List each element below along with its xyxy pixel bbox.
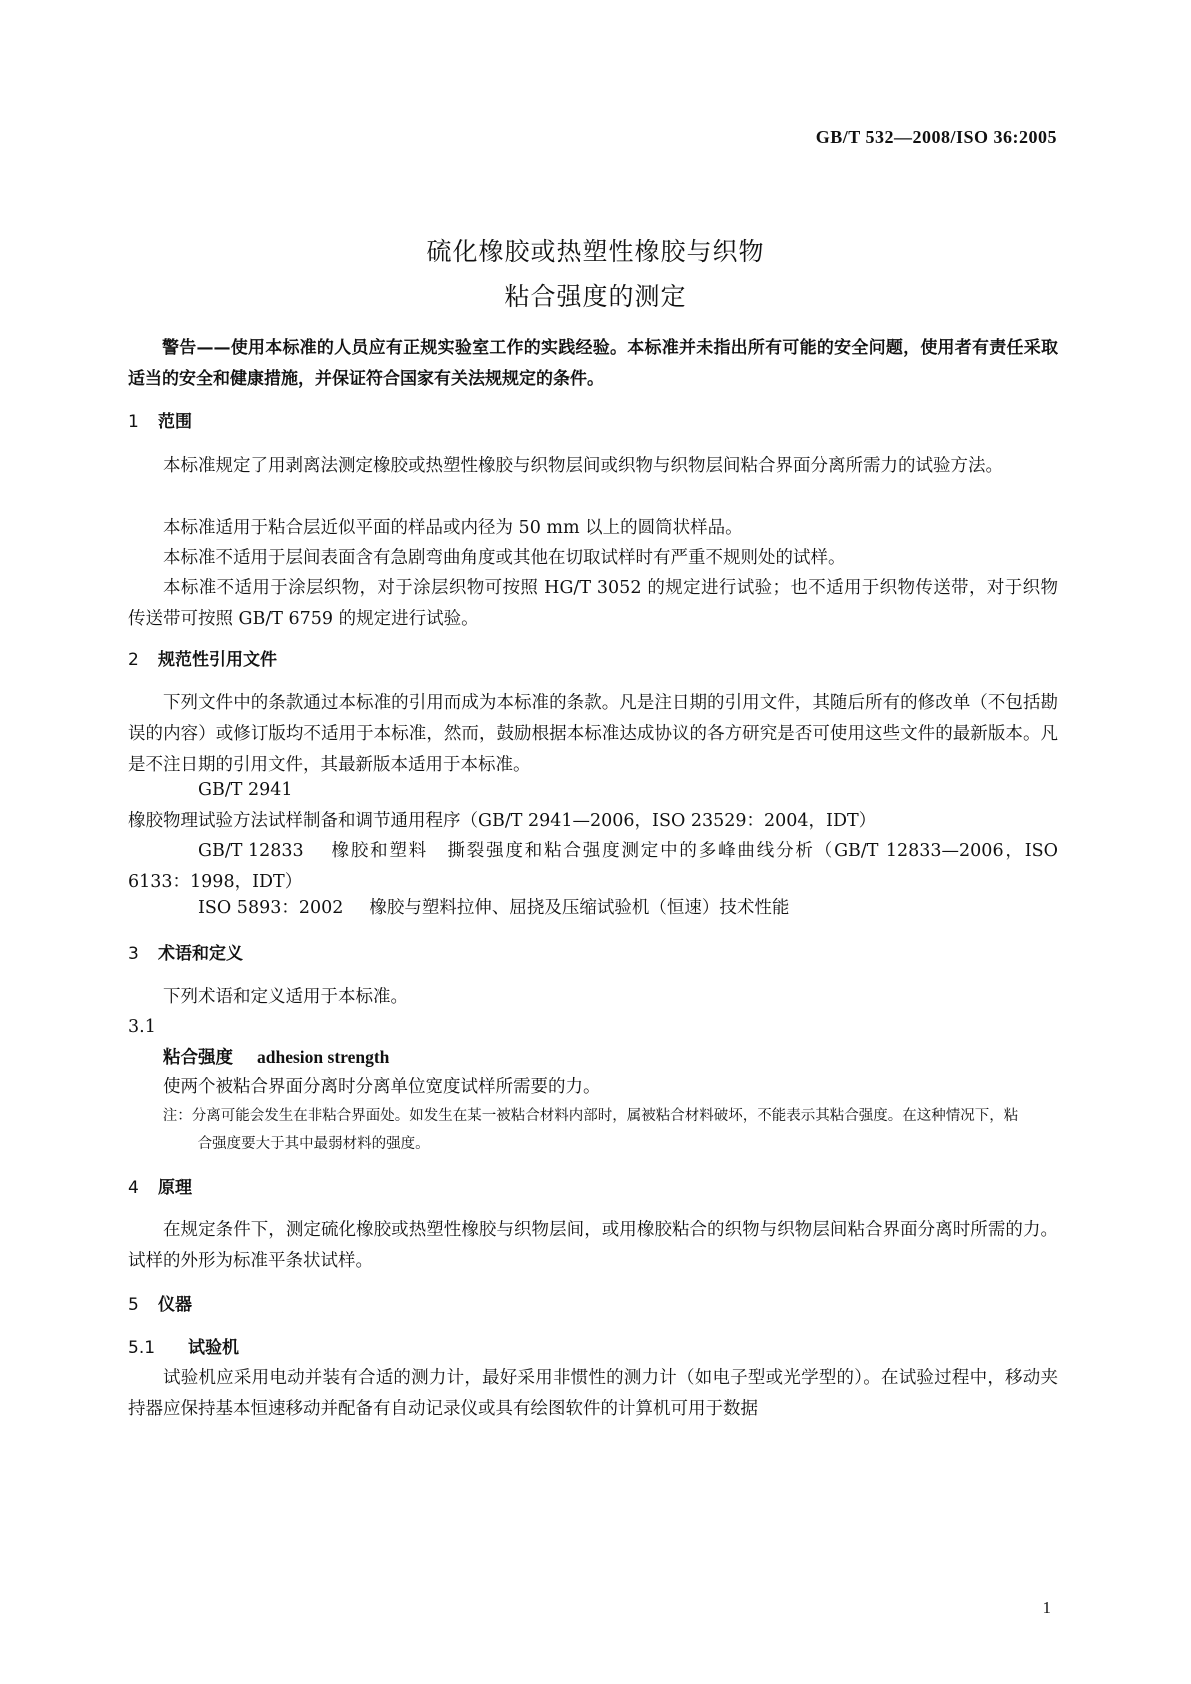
section-number: 1: [128, 412, 139, 432]
term-chinese: 粘合强度: [163, 1048, 233, 1068]
section-number: 4: [128, 1178, 139, 1198]
section-3-paragraph-1: 下列术语和定义适用于本标准。: [163, 987, 408, 1007]
reference-code: ISO 5893：2002: [198, 898, 344, 918]
term-entry: [128, 1042, 1058, 1074]
term-definition: 使两个被粘合界面分离时分离单位宽度试样所需要的力。: [163, 1077, 601, 1097]
section-title: 术语和定义: [158, 944, 243, 964]
document-title-line-2: 粘合强度的测定: [504, 282, 687, 311]
subsection-number: 5.1: [128, 1338, 156, 1358]
standard-code-header: GB/T 532—2008/ISO 36:2005: [815, 127, 1057, 147]
section-number: 3: [128, 944, 139, 964]
section-5-1-paragraph-1: 试验机应采用电动并装有合适的测力计，最好采用非惯性的测力计（如电子型或光学型的）。在试验过程中，移动夹持器应保持基本恒速移动并配备有自动记录仪或具有绘图软件的计算机可用于数据: [128, 1368, 1058, 1419]
reference-title: 橡胶和塑料 撕裂强度和粘合强度测定中的多峰曲线分析（GB/T 12833—2006，ISO 6133：1998，IDT）: [128, 841, 1058, 892]
section-1-heading: [128, 407, 1058, 438]
section-title: 原理: [158, 1178, 192, 1198]
section-title: 仪器: [158, 1295, 192, 1315]
section-number: 2: [128, 650, 139, 670]
normative-reference: [128, 893, 1058, 924]
reference-title: 橡胶物理试验方法试样制备和调节通用程序（GB/T 2941—2006，ISO 23529：2004，IDT）: [128, 811, 877, 831]
reference-code: GB/T 2941: [198, 780, 293, 800]
reference-title: 橡胶与塑料拉伸、屈挠及压缩试验机（恒速）技术性能: [369, 898, 790, 918]
normative-reference: [128, 836, 1058, 898]
section-1-paragraph-2: 本标准适用于粘合层近似平面的样品或内径为 50 mm 以上的圆筒状样品。: [163, 518, 743, 538]
subsection-title: 试验机: [188, 1338, 239, 1358]
section-2-heading: [128, 645, 1058, 676]
section-1-paragraph-4: 本标准不适用于涂层织物，对于涂层织物可按照 HG/T 3052 的规定进行试验；也不适用于织物传送带，对于织物传送带可按照 GB/T 6759 的规定进行试验。: [128, 578, 1058, 629]
definition-note: 注：分离可能会发生在非粘合界面处。如发生在某一被粘合材料内部时，属被粘合材料破坏，不能表示其粘合强度。在这种情况下，粘合强度要大于其中最弱材料的强度。: [162, 1108, 1019, 1152]
section-number: 5: [128, 1295, 139, 1315]
subsection-number: 3.1: [128, 1017, 156, 1037]
section-3-heading: [128, 939, 1058, 970]
section-1-paragraph-1: 本标准规定了用剥离法测定橡胶或热塑性橡胶与织物层间或织物与织物层间粘合界面分离所需力的试验方法。: [163, 456, 1003, 476]
section-title: 范围: [158, 412, 192, 432]
reference-code: GB/T 12833: [198, 841, 304, 861]
section-4-heading: [128, 1173, 1058, 1204]
section-4-paragraph-1: 在规定条件下，测定硫化橡胶或热塑性橡胶与织物层间，或用橡胶粘合的织物与织物层间粘合界面分离时所需的力。试样的外形为标准平条状试样。: [128, 1220, 1058, 1271]
section-2-paragraph-1: 下列文件中的条款通过本标准的引用而成为本标准的条款。凡是注日期的引用文件，其随后所有的修改单（不包括勘误的内容）或修订版均不适用于本标准，然而，鼓励根据本标准达成协议的各方研究是否可使用这些文件的最新版本。凡是不注日期的引用文件，其最新版本适用于本标准。: [128, 693, 1058, 775]
normative-reference: [128, 775, 1058, 837]
term-english: adhesion strength: [257, 1047, 390, 1067]
section-1-paragraph-3: 本标准不适用于层间表面含有急剧弯曲角度或其他在切取试样时有严重不规则处的试样。: [163, 548, 846, 568]
page-number: 1: [1042, 1598, 1051, 1617]
warning-paragraph: 警告——使用本标准的人员应有正规实验室工作的实践经验。本标准并未指出所有可能的安全问题，使用者有责任采取适当的安全和健康措施，并保证符合国家有关法规规定的条件。: [128, 338, 1058, 389]
subsection-5-1-heading: [128, 1333, 1058, 1364]
section-title: 规范性引用文件: [158, 650, 277, 670]
section-5-heading: [128, 1290, 1058, 1321]
document-title-line-1: 硫化橡胶或热塑性橡胶与织物: [426, 237, 765, 266]
